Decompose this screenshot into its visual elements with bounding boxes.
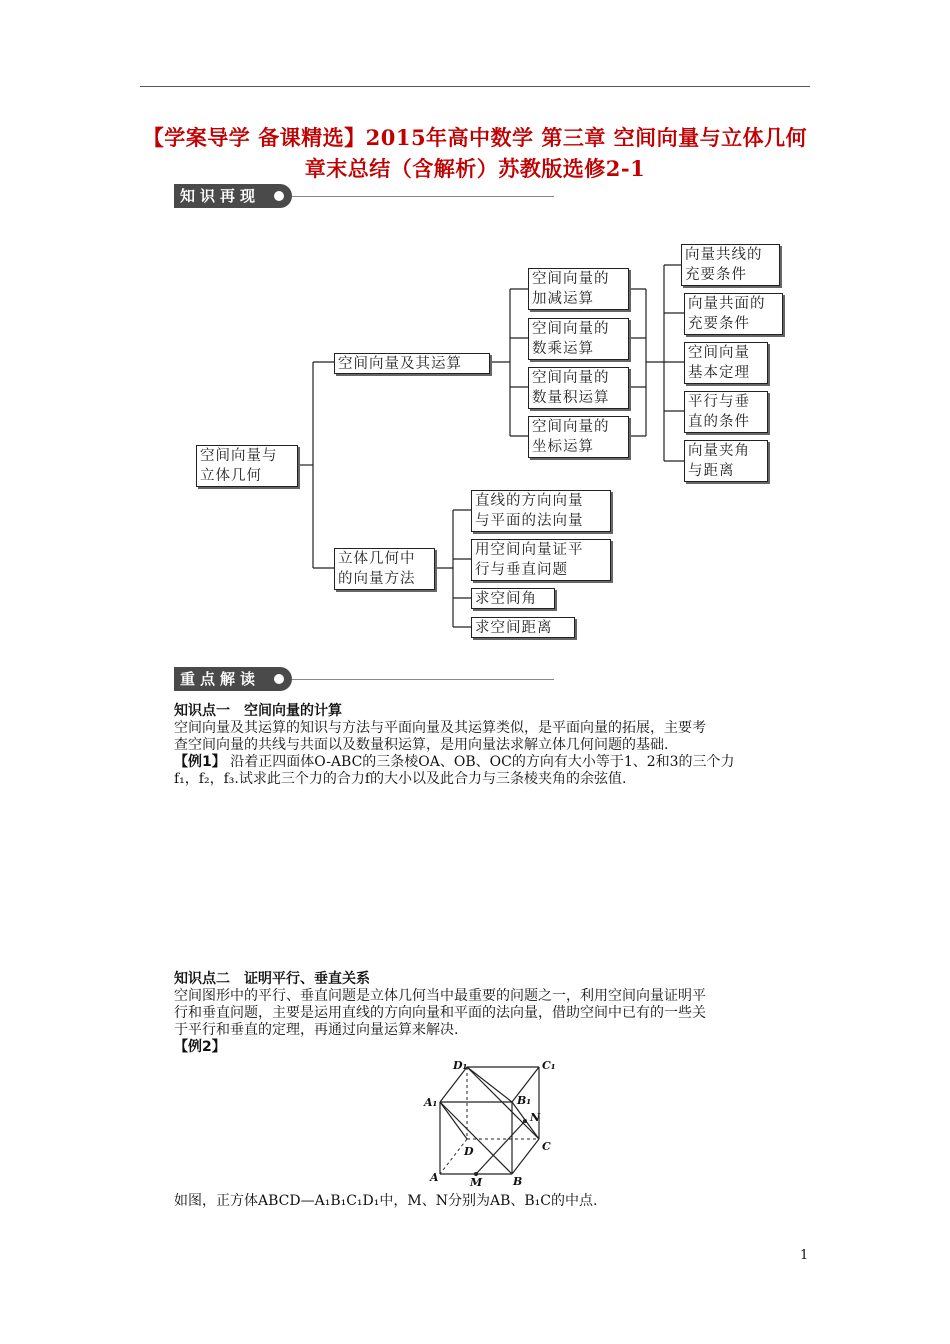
map-result-collinear: 向量共线的 充要条件 bbox=[681, 244, 780, 286]
map-node-dot-product: 空间向量的 数量积运算 bbox=[528, 367, 629, 409]
label-M: M bbox=[470, 1176, 483, 1189]
bullet-icon bbox=[274, 674, 284, 684]
label-C1: C₁ bbox=[542, 1059, 556, 1072]
label-C: C bbox=[542, 1140, 551, 1153]
map-result-basis-theorem: 空间向量 基本定理 bbox=[684, 342, 768, 384]
map-result-coplanar: 向量共面的 充要条件 bbox=[684, 293, 783, 335]
map-node-scalar-mul: 空间向量的 数乘运算 bbox=[528, 318, 629, 360]
label-N: N bbox=[530, 1111, 541, 1124]
kp1-heading: 知识点一 空间向量的计算 bbox=[174, 703, 342, 719]
map-result-angle-distance: 向量夹角 与距离 bbox=[684, 440, 768, 482]
section-banner-key-points bbox=[174, 667, 554, 691]
map-node-direction-normal: 直线的方向向量 与平面的法向量 bbox=[471, 490, 611, 532]
cube-caption: 如图，正方体ABCD—A₁B₁C₁D₁中，M、N分别为AB、B₁C的中点. bbox=[174, 1193, 598, 1209]
map-branch-vector-ops: 空间向量及其运算 bbox=[334, 353, 490, 374]
map-root: 空间向量与 立体几何 bbox=[196, 445, 298, 487]
label-A: A bbox=[430, 1171, 439, 1184]
label-D: D bbox=[464, 1145, 474, 1158]
kp2-body-line-2: 行和垂直问题，主要是运用直线的方向向量和平面的法向量，借助空间中已有的一些关 bbox=[174, 1005, 706, 1021]
kp1-block bbox=[174, 703, 814, 788]
kp1-body-line-2: 查空间向量的共线与共面以及数量积运算，是用向量法求解立体几何问题的基础. bbox=[174, 737, 669, 753]
kp2-body-line-3: 于平行和垂直的定理，再通过向量运算来解决. bbox=[174, 1022, 459, 1038]
kp1-example-line-2: f₁，f₂，f₃.试求此三个力的合力f的大小以及此合力与三条棱夹角的余弦值. bbox=[174, 771, 627, 787]
label-B: B bbox=[513, 1175, 523, 1188]
section-banner-label: 重点解读 bbox=[174, 667, 292, 691]
map-node-space-angle: 求空间角 bbox=[471, 588, 555, 609]
map-node-space-distance: 求空间距离 bbox=[471, 617, 575, 638]
map-result-parallel-perp: 平行与垂 直的条件 bbox=[684, 391, 768, 433]
label-B1: B₁ bbox=[517, 1094, 532, 1107]
example-label: 【例1】 bbox=[174, 754, 226, 770]
label-A1: A₁ bbox=[424, 1096, 438, 1109]
map-node-add-sub: 空间向量的 加减运算 bbox=[528, 268, 629, 310]
map-branch-vector-methods: 立体几何中 的向量方法 bbox=[334, 548, 435, 590]
page-number: 1 bbox=[800, 1248, 809, 1263]
title-line-1: 【学案导学 备课精选】2015年高中数学 第三章 空间向量与立体几何 bbox=[142, 125, 808, 150]
section-banner-label: 知识再现 bbox=[174, 184, 292, 208]
title-line-2: 章末总结（含解析）苏教版选修2-1 bbox=[304, 156, 646, 181]
kp1-body-line-1: 空间向量及其运算的知识与方法与平面向量及其运算类似，是平面向量的拓展，主要考 bbox=[174, 720, 706, 736]
label-D1: D₁ bbox=[453, 1059, 468, 1072]
kp2-block bbox=[174, 971, 814, 1056]
banner-rule bbox=[292, 679, 554, 680]
example-label: 【例2】 bbox=[174, 1039, 226, 1055]
cube-figure bbox=[420, 1055, 570, 1190]
kp2-heading: 知识点二 证明平行、垂直关系 bbox=[174, 971, 370, 987]
map-node-coordinate-ops: 空间向量的 坐标运算 bbox=[528, 416, 629, 458]
kp1-example-line-1: 【例1】 沿着正四面体O-ABC的三条棱OA、OB、OC的方向有大小等于1、2和3的三个力 bbox=[174, 754, 735, 770]
map-node-prove-parallel-perp: 用空间向量证平 行与垂直问题 bbox=[471, 539, 611, 581]
kp2-body-line-1: 空间图形中的平行、垂直问题是立体几何当中最重要的问题之一，利用空间向量证明平 bbox=[174, 988, 706, 1004]
